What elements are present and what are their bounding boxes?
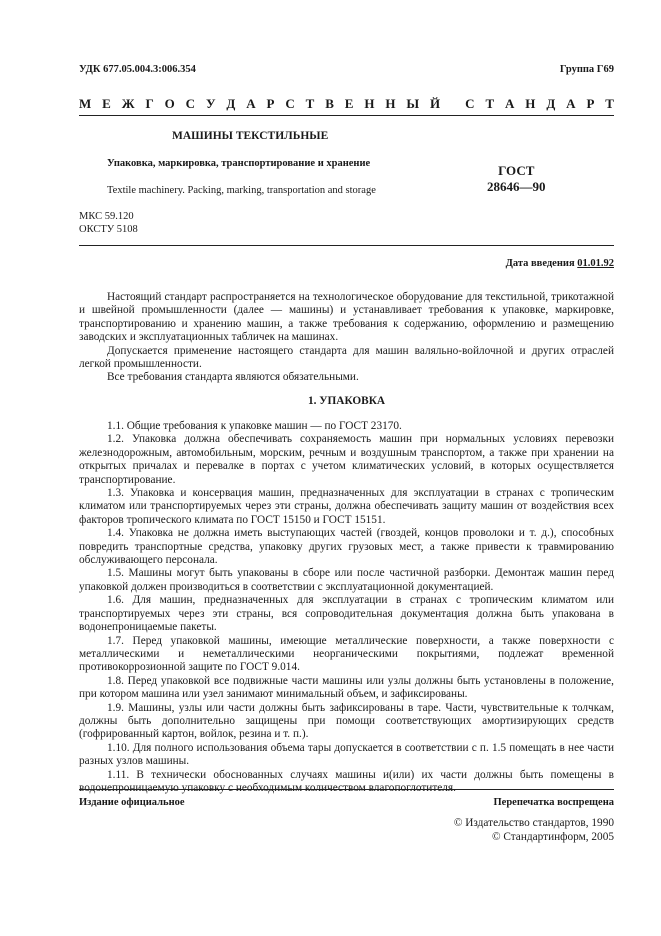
classification-codes (79, 210, 138, 236)
section-heading: 1. УПАКОВКА (307, 395, 386, 407)
mks-code: МКС 59.120 (79, 211, 134, 222)
document-title: МАШИНЫ ТЕКСТИЛЬНЫЕ (172, 130, 329, 142)
banner-letter: Т (605, 96, 614, 111)
clause: 1.5. Машины могут быть упакованы в сборе или после частичной разборки. Демонтаж машин перед упаковкой должен производиться в соответствии с эксплуатационной документацией. (79, 567, 614, 593)
gost-number: 28646—90 (487, 179, 546, 194)
banner-letter: Ж (121, 96, 135, 111)
copyright-block (454, 817, 614, 844)
section-body (79, 420, 614, 795)
document-subtitle-en: Textile machinery. Packing, marking, transportation and storage (107, 185, 376, 196)
standard-type-banner (79, 96, 614, 112)
banner-letter: Е (102, 96, 111, 111)
copyright-line: © Издательство стандартов, 1990 (453, 817, 614, 829)
group-code: Группа Г69 (559, 64, 614, 75)
copyright-line: © Стандартинформ, 2005 (491, 830, 614, 843)
reprint-notice: Перепечатка воспрещена (493, 797, 614, 808)
banner-letter: У (205, 96, 216, 111)
banner-letter: А (566, 96, 576, 111)
banner-letter: Д (226, 96, 236, 111)
gost-label: ГОСТ (498, 163, 535, 178)
banner-letter: Г (145, 96, 154, 111)
banner-letter: Т (485, 96, 495, 111)
footer-rule (79, 789, 614, 790)
banner-letter: Д (546, 96, 556, 111)
clause: 1.4. Упаковка не должна иметь выступающих частей (гвоздей, концов проволоки и т. д.), способных повредить транспортные средства, упаковку других грузовых мест, а также привести к травмированию обслуживающего персонала. (79, 527, 614, 567)
banner-letter: О (164, 96, 175, 111)
banner-letter: Н (385, 96, 396, 111)
banner-letter: Р (266, 96, 275, 111)
intro-paragraph: Допускается применение настоящего стандарта для машин валяльно-войлочной и других отраслей легкой промышленности. (79, 344, 614, 371)
banner-letter: В (325, 96, 334, 111)
intro-paragraph: Настоящий стандарт распространяется на технологическое оборудование для текстильной, трикотажной и швейной промышленности (далее — машины) и устанавливает требования к упаковке, маркировке, транспортированию и хранению машин, а также требования к содержанию, оформлению и размещению заводских и эксплуатационных табличек на машинах. (79, 291, 614, 344)
gost-designation (487, 163, 546, 195)
document-subtitle: Упаковка, маркировка, транспортирование и хранение (107, 158, 371, 169)
banner-letter: Н (364, 96, 375, 111)
banner-letter: С (465, 96, 475, 111)
clause: 1.6. Для машин, предназначенных для эксплуатации в странах с тропическим климатом или транспортируемых через эти страны, вся сопроводительная документация должна быть упакована в водонепроницаемые пакеты. (79, 594, 614, 634)
okstu-code: ОКСТУ 5108 (79, 224, 138, 235)
banner-letter: Ы (406, 96, 420, 111)
banner-letter: Н (525, 96, 536, 111)
clause: 1.10. Для полного использования объема тары допускается в соответствии с п. 1.5 помещать в нее части разных узлов машины. (79, 741, 614, 768)
banner-letter: Р (586, 96, 595, 111)
banner-letter: С (285, 96, 295, 111)
banner-letter: Е (344, 96, 354, 111)
header-rule (79, 115, 614, 116)
udk-code: УДК 677.05.004.3:006.354 (79, 64, 196, 75)
banner-letter (451, 96, 454, 112)
clause: 1.3. Упаковка и консервация машин, предназначенных для эксплуатации в странах с тропическим климатом или транспортируемых через эти страны, должна обеспечивать защиту машин от воздействия всех факторов тропического климата по ГОСТ 15150 и ГОСТ 15151. (79, 487, 614, 526)
clause: 1.9. Машины, узлы или части должны быть зафиксированы в таре. Части, чувствительные к толчкам, должны быть дополнительно защищены при помощи соответствующих амортизирующих средств (гофрированный картон, войлок, резина и т. п.). (79, 701, 614, 741)
clause: 1.11. В технически обоснованных случаях машины и(или) их части должны быть помещены в водонепроницаемую упаковку с необходимым количеством влагопоглотителя. (79, 768, 614, 794)
intro-paragraph: Все требования стандарта являются обязательными. (107, 371, 359, 384)
clause: 1.8. Перед упаковкой все подвижные части машины или узлы должны быть установлены в положение, при котором машина или узел занимают минимальный объем, и зафиксированы. (79, 674, 614, 701)
banner-letter: А (505, 96, 515, 111)
banner-letter: М (79, 96, 92, 111)
intro-date-label: Дата введения (505, 258, 575, 269)
clause: 1.2. Упаковка должна обеспечивать сохраняемость машин при нормальных условиях перевозки железнодорожным, автомобильным, морским, речным и воздушным транспортом, а также при хранении на открытых причалах и перевалке в портах с учетом климатических условий, в которых осуществляется транспортирование. (79, 433, 614, 486)
banner-letter: С (185, 96, 196, 111)
intro-date (506, 258, 614, 269)
title-rule (79, 245, 614, 246)
official-edition: Издание официальное (79, 797, 185, 808)
intro-text (79, 291, 614, 385)
banner-letter: А (246, 96, 256, 111)
intro-date-value: 01.01.92 (577, 258, 614, 269)
clause: 1.1. Общие требования к упаковке машин — по ГОСТ 23170. (107, 420, 402, 432)
banner-letter: Т (305, 96, 315, 111)
clause: 1.7. Перед упаковкой машины, имеющие металлические поверхности, а также поверхности с металлическими и неметаллическими неорганическими покрытиями, подлежат временной противокоррозионной защите по ГОСТ 9.014. (79, 634, 614, 674)
banner-letter: Й (430, 96, 441, 111)
